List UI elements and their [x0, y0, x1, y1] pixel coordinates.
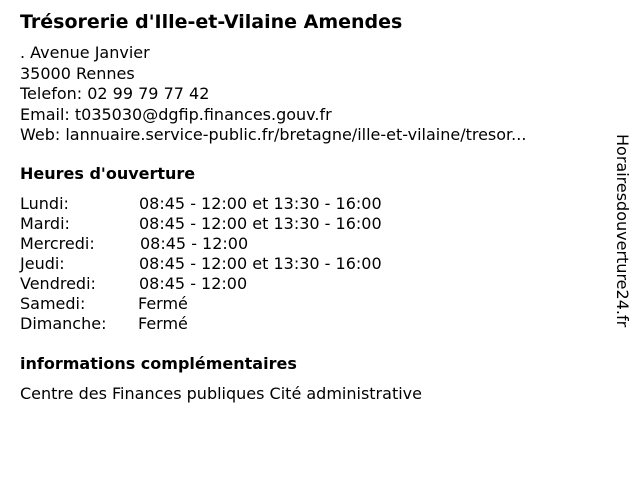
opening-hours-table	[20, 194, 382, 334]
hours-row-thursday	[20, 254, 382, 274]
hours-row-wednesday	[20, 234, 382, 254]
email-address: Email: t035030@dgfip.finances.gouv.fr	[20, 104, 332, 124]
day-hours: 08:45 - 12:00 et 13:30 - 16:00	[139, 214, 382, 233]
page-title: Trésorerie d'Ille-et-Vilaine Amendes	[20, 11, 403, 33]
contact-block	[20, 43, 526, 146]
day-hours: 08:45 - 12:00 et 13:30 - 16:00	[139, 254, 382, 273]
hours-row-saturday	[20, 294, 382, 314]
additional-info-heading: informations complémentaires	[20, 354, 297, 373]
city-address: 35000 Rennes	[20, 63, 135, 83]
day-hours: Fermé	[138, 314, 188, 333]
day-hours: 08:45 - 12:00	[139, 274, 248, 293]
day-hours: Fermé	[138, 294, 188, 313]
hours-row-friday	[20, 274, 382, 294]
day-hours: 08:45 - 12:00 et 13:30 - 16:00	[139, 194, 382, 213]
hours-row-monday	[20, 194, 382, 214]
hours-row-sunday	[20, 314, 382, 334]
day-label: Vendredi:	[20, 274, 96, 293]
opening-hours-heading: Heures d'ouverture	[20, 164, 196, 183]
day-label: Dimanche:	[20, 314, 107, 333]
additional-info-text: Centre des Finances publiques Cité administrative	[20, 384, 422, 403]
day-label: Mardi:	[20, 214, 70, 233]
day-label: Lundi:	[20, 194, 69, 213]
day-hours: 08:45 - 12:00	[140, 234, 249, 253]
day-label: Jeudi:	[20, 254, 65, 273]
day-label: Mercredi:	[20, 234, 95, 253]
website-link[interactable]: Web: lannuaire.service-public.fr/bretagne/ille-et-vilaine/tresor...	[20, 125, 527, 144]
phone-number: Telefon: 02 99 79 77 42	[20, 84, 210, 103]
street-address: . Avenue Janvier	[20, 43, 150, 62]
site-brand-watermark: Horairesdouverture24.fr	[613, 134, 632, 328]
day-label: Samedi:	[20, 294, 86, 313]
hours-row-tuesday	[20, 214, 382, 234]
